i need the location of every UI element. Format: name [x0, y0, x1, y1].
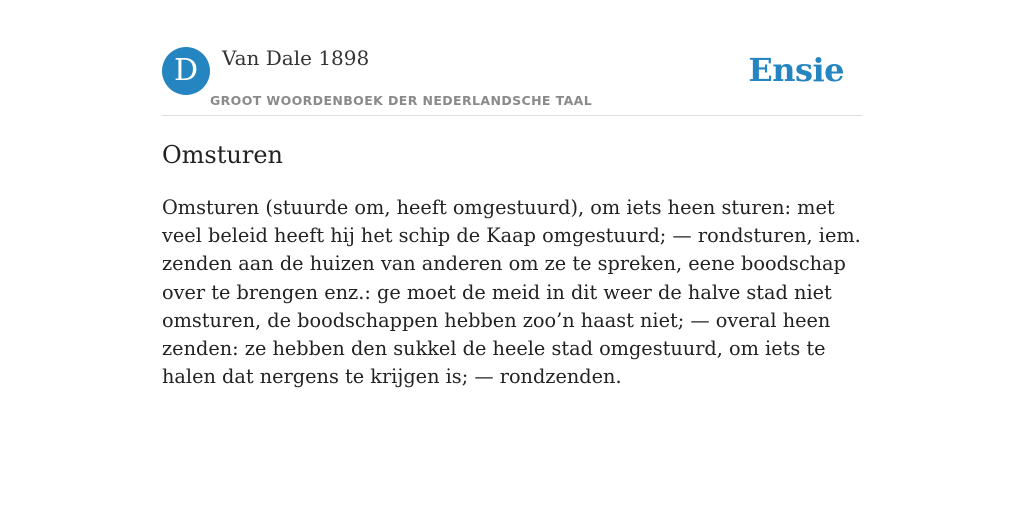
brand-logo[interactable]: Ensie [748, 51, 844, 89]
source-title[interactable]: Van Dale 1898 [222, 46, 370, 70]
source-subtitle: GROOT WOORDENBOEK DER NEDERLANDSCHE TAAL [210, 93, 593, 108]
entry-definition: Omsturen (stuurde om, heeft omgestuurd), om iets heen sturen: met veel beleid heeft hij het schip de Kaap omgestuurd; — rondsturen, iem. zenden aan de huizen van anderen om ze te spreken, eene boodschap over te brengen enz.: ge moet de meid in dit weer de halve stad niet omsturen, de boodschappen hebben zoo’n haast niet; — overal heen zenden: ze hebben den sukkel de heele stad omgestuurd, om iets te halen dat nergens te krijgen is; — rondzenden. [162, 196, 861, 389]
entry-card [162, 46, 862, 391]
source-header [162, 46, 862, 116]
entry-headword: Omsturen [162, 141, 283, 169]
source-avatar[interactable]: D [162, 47, 210, 95]
